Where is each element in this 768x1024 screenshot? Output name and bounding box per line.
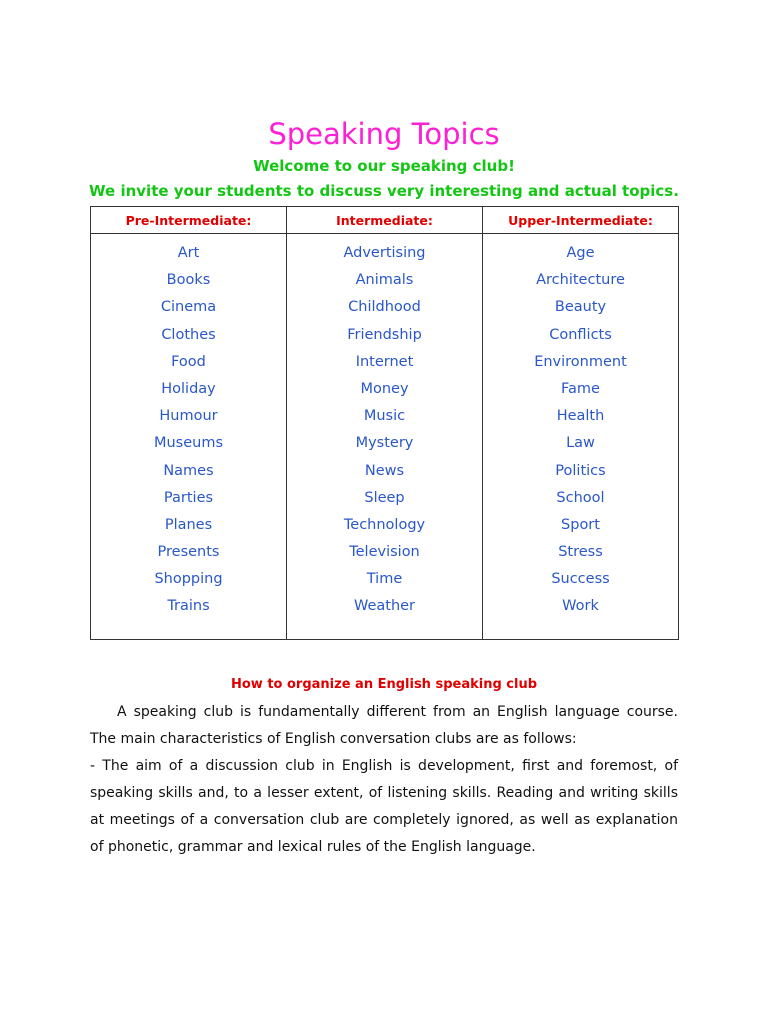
column-intermediate <box>287 234 483 639</box>
topic-item: Weather <box>353 598 416 615</box>
topic-item: Advertising <box>343 245 426 261</box>
topic-item: Technology <box>343 516 426 533</box>
topic-item: Health <box>556 408 605 425</box>
topic-item: Money <box>360 380 409 397</box>
topic-item: Success <box>551 571 610 588</box>
section-heading: How to organize an English speaking club <box>230 677 538 692</box>
topic-item: Books <box>166 272 211 289</box>
header-upper-intermediate: Upper-Intermediate: <box>483 207 678 234</box>
header-pre-intermediate: Pre-Intermediate: <box>91 207 287 234</box>
invite-line: We invite your students to discuss very interesting and actual topics. <box>89 182 679 200</box>
paragraph-aim: - The aim of a discussion club in English is development, first and foremost, of speaking skills and, to a lesser extent, of listening skills. Reading and writing skills at meetings of a conversation club are completely ignored, as well as explanation of phonetic, grammar and lexical rules of the English language. <box>90 758 678 855</box>
topic-item: News <box>364 462 405 479</box>
topic-item: Law <box>566 435 595 452</box>
page-title: Speaking Topics <box>268 117 500 151</box>
topic-item: Shopping <box>154 571 223 588</box>
column-upper-intermediate <box>483 234 678 639</box>
topic-item: Names <box>163 462 214 479</box>
topic-item: Cinema <box>160 299 217 316</box>
topic-item: Animals <box>355 272 414 289</box>
topic-item: Trains <box>167 598 210 615</box>
topic-item: Sport <box>561 516 600 533</box>
topic-item: Sleep <box>364 489 405 506</box>
topic-item: Architecture <box>536 272 625 289</box>
topic-item: Food <box>171 353 206 370</box>
topic-item: Planes <box>164 516 213 533</box>
topic-item: Fame <box>561 380 600 397</box>
paragraph-intro: A speaking club is fundamentally different from an English language course. The main characteristics of English conversation clubs are as follows: <box>90 704 678 747</box>
topic-item: Humour <box>159 408 218 425</box>
topic-item: Presents <box>157 544 220 561</box>
topic-item: Work <box>562 598 599 615</box>
topic-item: Television <box>349 544 420 561</box>
topic-item: Friendship <box>347 326 422 343</box>
topic-item: Time <box>366 571 403 588</box>
header-intermediate: Intermediate: <box>287 207 483 234</box>
topics-table <box>90 206 679 640</box>
welcome-line: Welcome to our speaking club! <box>253 157 515 175</box>
topic-item: Holiday <box>161 380 216 397</box>
topic-item: Music <box>363 408 406 425</box>
topic-item: Environment <box>534 353 627 370</box>
topic-item: Stress <box>558 544 603 561</box>
topic-item: School <box>556 489 605 506</box>
topic-item: Clothes <box>161 326 216 343</box>
topic-item: Beauty <box>554 299 607 316</box>
topic-item: Museums <box>153 435 224 452</box>
topic-item: Parties <box>163 489 214 506</box>
topic-item: Conflicts <box>549 326 612 343</box>
topic-item: Childhood <box>348 299 421 316</box>
column-pre-intermediate <box>91 234 287 639</box>
topic-item: Internet <box>355 353 414 370</box>
topic-item: Age <box>566 245 595 261</box>
topic-item: Art <box>177 245 200 261</box>
topic-item: Politics <box>555 462 606 479</box>
topic-item: Mystery <box>355 435 414 452</box>
